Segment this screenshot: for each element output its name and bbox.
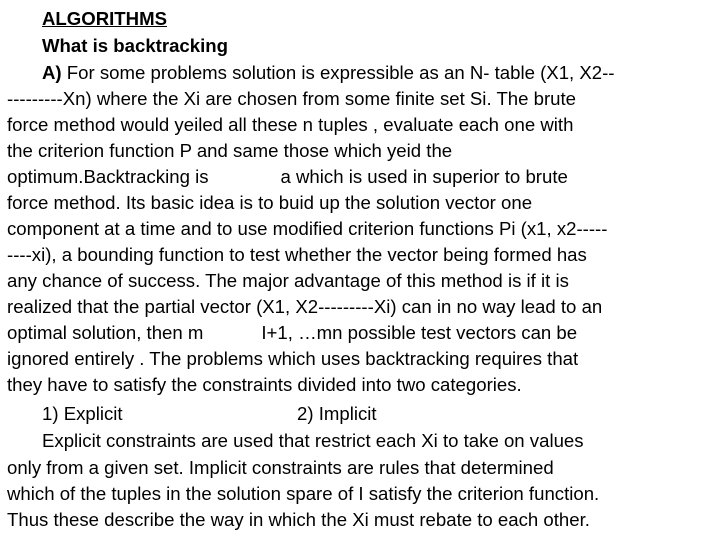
paragraph-a-line: ---------Xn) where the Xi are chosen from some finite set Si. The brute	[7, 88, 577, 109]
paragraph-a-line: realized that the partial vector (X1, X2---------Xi) can in no way lead to an	[7, 296, 603, 317]
paragraph-text: a which is used in superior to brute	[280, 166, 568, 187]
paragraph-b-line: which of the tuples in the solution spare of I satisfy the criterion function.	[7, 483, 600, 504]
document-title: ALGORITHMS	[42, 8, 167, 29]
paragraph-a-line	[42, 60, 720, 86]
paragraph-marker: A)	[42, 62, 62, 83]
category-implicit: 2) Implicit	[297, 403, 377, 424]
paragraph-a-line: component at a time and to use modified criterion functions Pi (x1, x2-----	[7, 218, 608, 239]
paragraph-a-line: the criterion function P and same those which yeid the	[7, 140, 453, 161]
paragraph-a-line: they have to satisfy the constraints divided into two categories.	[7, 374, 522, 395]
paragraph-text: For some problems solution is expressible as an N- table (X1, X2--	[61, 62, 615, 83]
paragraph-b-line: Thus these describe the way in which the Xi must rebate to each other.	[7, 509, 590, 530]
paragraph-a-line: force method would yeiled all these n tuples , evaluate each one with	[7, 114, 574, 135]
paragraph-text: optimal solution, then m	[7, 322, 204, 343]
category-explicit: 1) Explicit	[42, 403, 123, 424]
paragraph-a-line: ignored entirely . The problems which uses backtracking requires that	[7, 348, 579, 369]
paragraph-a-line: ----xi), a bounding function to test whether the vector being formed has	[7, 244, 587, 265]
paragraph-a-line: any chance of success. The major advantage of this method is if it is	[7, 270, 569, 291]
section-heading: What is backtracking	[42, 35, 228, 56]
paragraph-a-line	[7, 320, 715, 346]
paragraph-a-line: force method. Its basic idea is to buid up the solution vector one	[7, 192, 533, 213]
paragraph-text: optimum.Backtracking is	[7, 166, 209, 187]
paragraph-b-line: only from a given set. Implicit constraints are rules that determined	[7, 457, 554, 478]
paragraph-b-line: Explicit constraints are used that restrict each Xi to take on values	[42, 430, 584, 451]
paragraph-text: I+1, …mn possible test vectors can be	[261, 322, 578, 343]
paragraph-a-line	[7, 164, 715, 190]
